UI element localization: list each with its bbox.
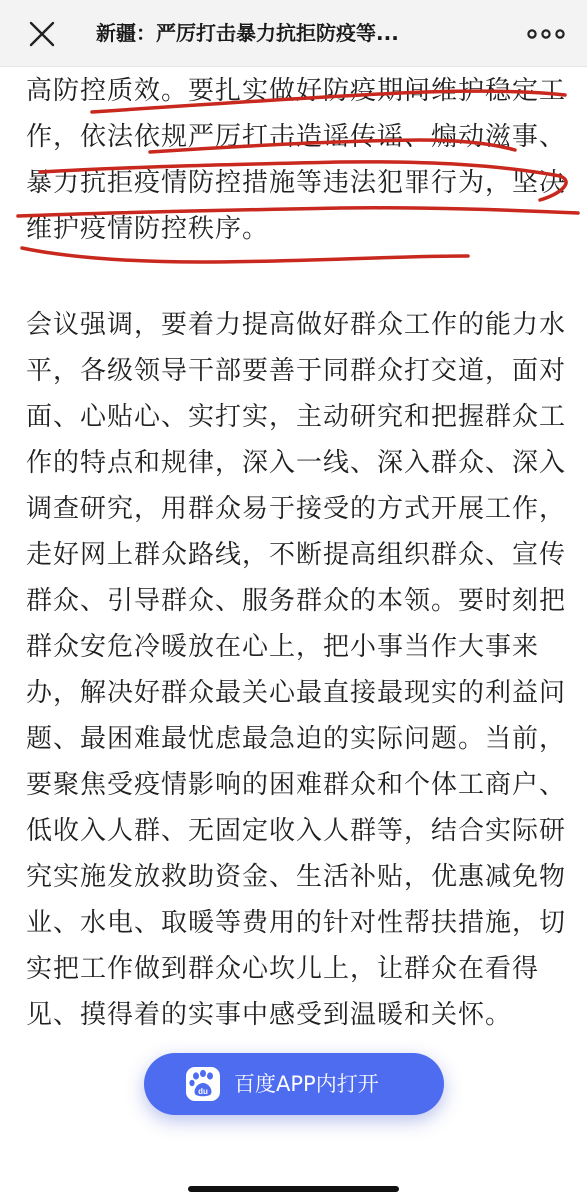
banner-label: 百度APP内打开 [234,1072,379,1096]
article-body [26,66,566,1038]
article-paragraph: 会议强调，要着力提高做好群众工作的能力水平，各级领导干部要善于同群众打交道，面对面、心贴心、实打实，主动研究和把握群众工作的特点和规律，深入一线、深入群众、深入调查研究，用群众易于接受的方式开展工作，走好网上群众路线，不断提高组织群众、宣传群众、引导群众、服务群众的本领。要时刻把群众安危冷暖放在心上，把小事当作大事来办，解决好群众最关心最直接最现实的利益问题、最困难最忧虑最急迫的实际问题。当前，要聚焦受疫情影响的困难群众和个体工商户、低收入人群、无固定收入人群等，结合实际研究实施发放救助资金、生活补贴，优惠减免物业、水电、取暖等费用的针对性帮扶措施，切实把工作做到群众心坎儿上，让群众在看得见、摸得着的实事中感受到温暖和关怀。 [26,310,567,1030]
home-indicator [188,1186,399,1192]
top-navigation-bar [0,0,587,67]
page-title: 新疆：严厉打击暴力抗拒防疫等... [96,21,399,45]
open-in-baidu-app-button[interactable] [144,1053,444,1115]
close-icon [22,14,62,54]
close-button[interactable] [22,14,62,54]
more-button[interactable] [524,22,568,46]
article-paragraph: 高防控质效。要扎实做好防疫期间维护稳定工作，依法依规严厉打击造谣传谣、煽动滋事、暴力抗拒疫情防控措施等违法犯罪行为，坚决维护疫情防控秩序。 [26,76,567,244]
baidu-paw-icon [186,1067,220,1101]
more-icon [524,22,568,46]
svg-text:du: du [198,1087,208,1096]
baidu-logo [186,1067,220,1101]
